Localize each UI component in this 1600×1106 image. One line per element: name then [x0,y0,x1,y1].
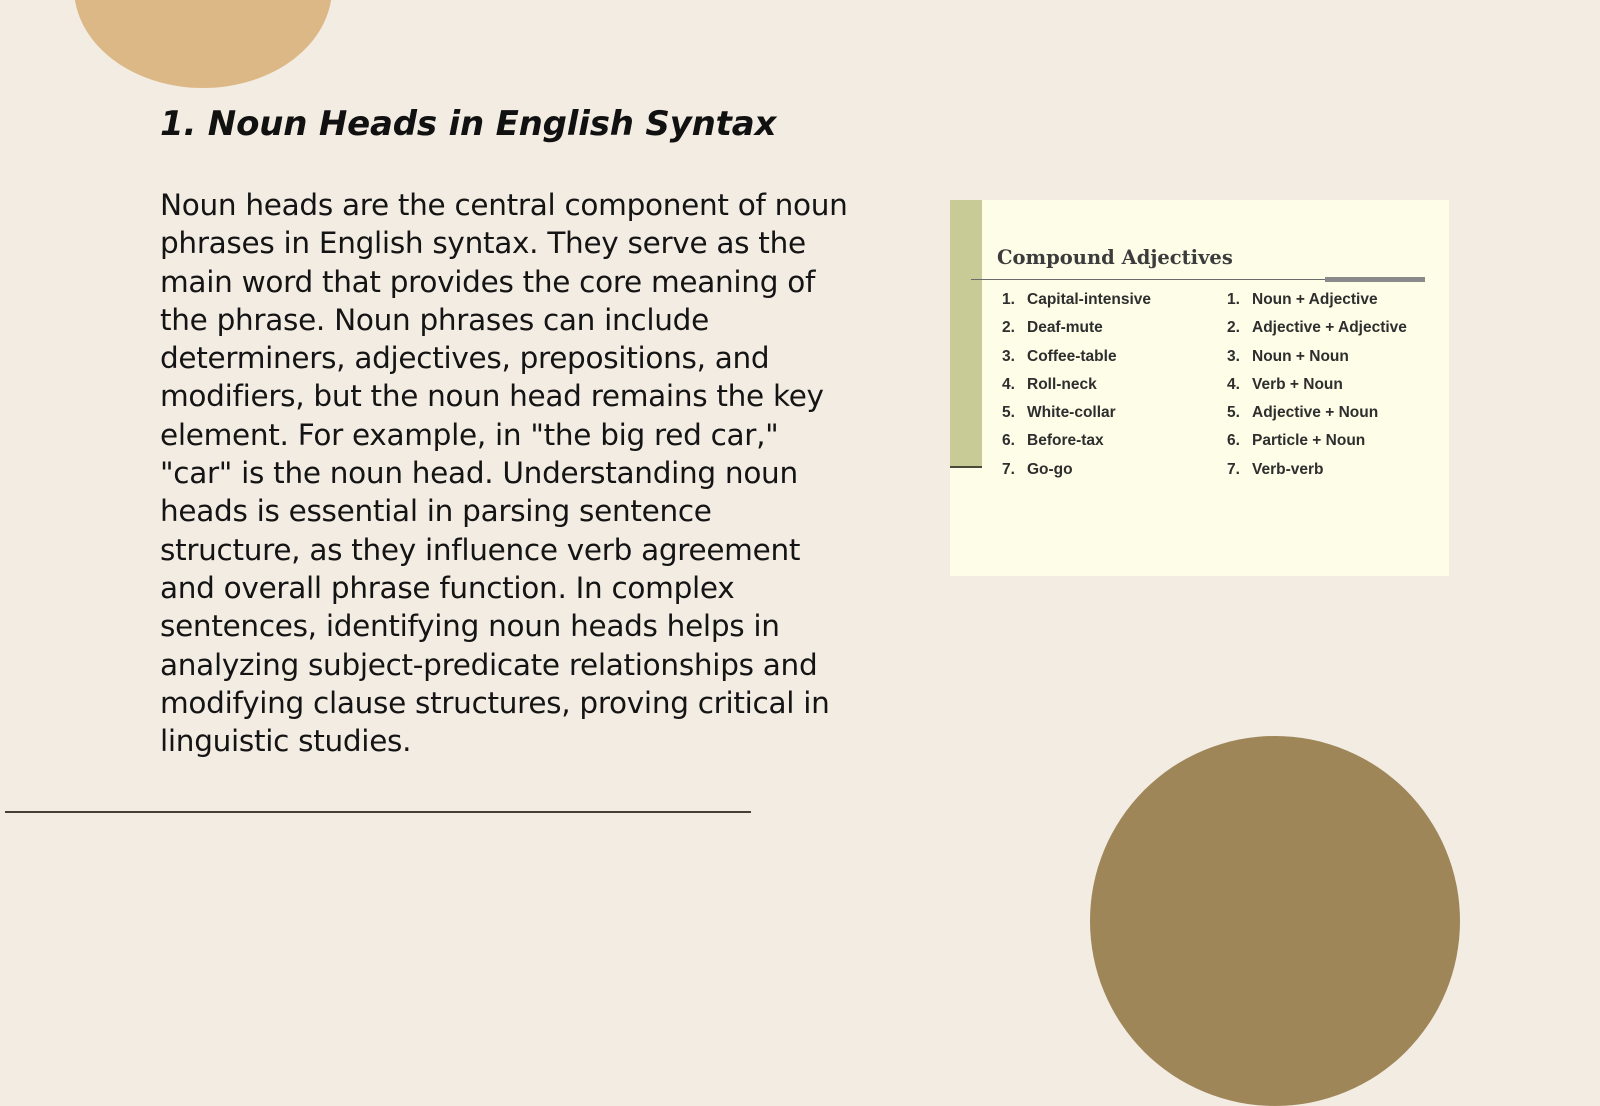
list-item [1002,461,1151,489]
list-item [1227,404,1407,432]
figure-title: Compound Adjectives [997,246,1233,269]
list-item-text: Verb-verb [1252,460,1324,478]
list-item-number: 7. [1002,460,1015,478]
list-item [1002,376,1151,404]
decorative-circle-bottom [1090,736,1460,1106]
list-item [1002,404,1151,432]
list-item [1227,319,1407,347]
list-item-number: 4. [1002,375,1015,393]
list-item-text: Coffee-table [1027,347,1117,365]
list-item-text: Adjective + Adjective [1252,319,1407,337]
list-item [1002,319,1151,347]
list-item-text: Noun + Adjective [1252,291,1378,308]
list-item-text: Deaf-mute [1027,319,1103,337]
list-item-text: White-collar [1027,404,1116,422]
list-item-text: Go-go [1027,460,1073,478]
list-item-text: Particle + Noun [1252,432,1366,450]
figure-sidebar-accent [950,200,982,468]
list-item-number: 5. [1227,404,1240,422]
list-item [1227,461,1407,489]
horizontal-divider [5,811,751,813]
list-item-text: Before-tax [1027,432,1104,450]
list-item [1227,291,1407,319]
list-item [1002,432,1151,460]
slide-body-text: Noun heads are the central component of noun phrases in English syntax. They serve as the main word that provides the core meaning of the phrase. Noun phrases can include determiners, adjectives, prepositions, and modifiers, but the noun head remains the key element. For example, in "the big red car," "car" is the noun head. Understanding noun heads is essential in parsing sentence structure, as they influence verb agreement and overall phrase function. In complex sentences, identifying noun heads helps in analyzing subject-predicate relationships and modifying clause structures, proving critical in linguistic studies. [160,188,848,759]
list-item [1002,291,1151,319]
list-item-number: 7. [1227,460,1240,478]
list-item-number: 4. [1227,375,1240,393]
list-item-number: 3. [1227,347,1240,365]
list-item-number: 2. [1227,319,1240,337]
patterns-list [1227,291,1407,489]
figure-title-rule-accent [1325,277,1425,282]
list-item-text: Adjective + Noun [1252,404,1379,422]
decorative-circle-top [74,0,332,88]
list-item-number: 6. [1227,432,1240,450]
list-item-number: 1. [1002,291,1015,308]
list-item-number: 5. [1002,404,1015,422]
list-item [1227,376,1407,404]
list-item [1227,432,1407,460]
list-item-text: Capital-intensive [1027,291,1152,308]
list-item-text: Roll-neck [1027,375,1097,393]
list-item-text: Noun + Noun [1252,347,1349,365]
slide-title: 1. Noun Heads in English Syntax [160,104,777,144]
list-item [1227,348,1407,376]
list-item [1002,348,1151,376]
list-item-number: 6. [1002,432,1015,450]
compound-adjectives-image [950,200,1449,576]
list-item-number: 1. [1227,291,1240,308]
list-item-number: 2. [1002,319,1015,337]
list-item-text: Verb + Noun [1252,375,1343,393]
list-item-number: 3. [1002,347,1015,365]
examples-list [1002,291,1151,489]
